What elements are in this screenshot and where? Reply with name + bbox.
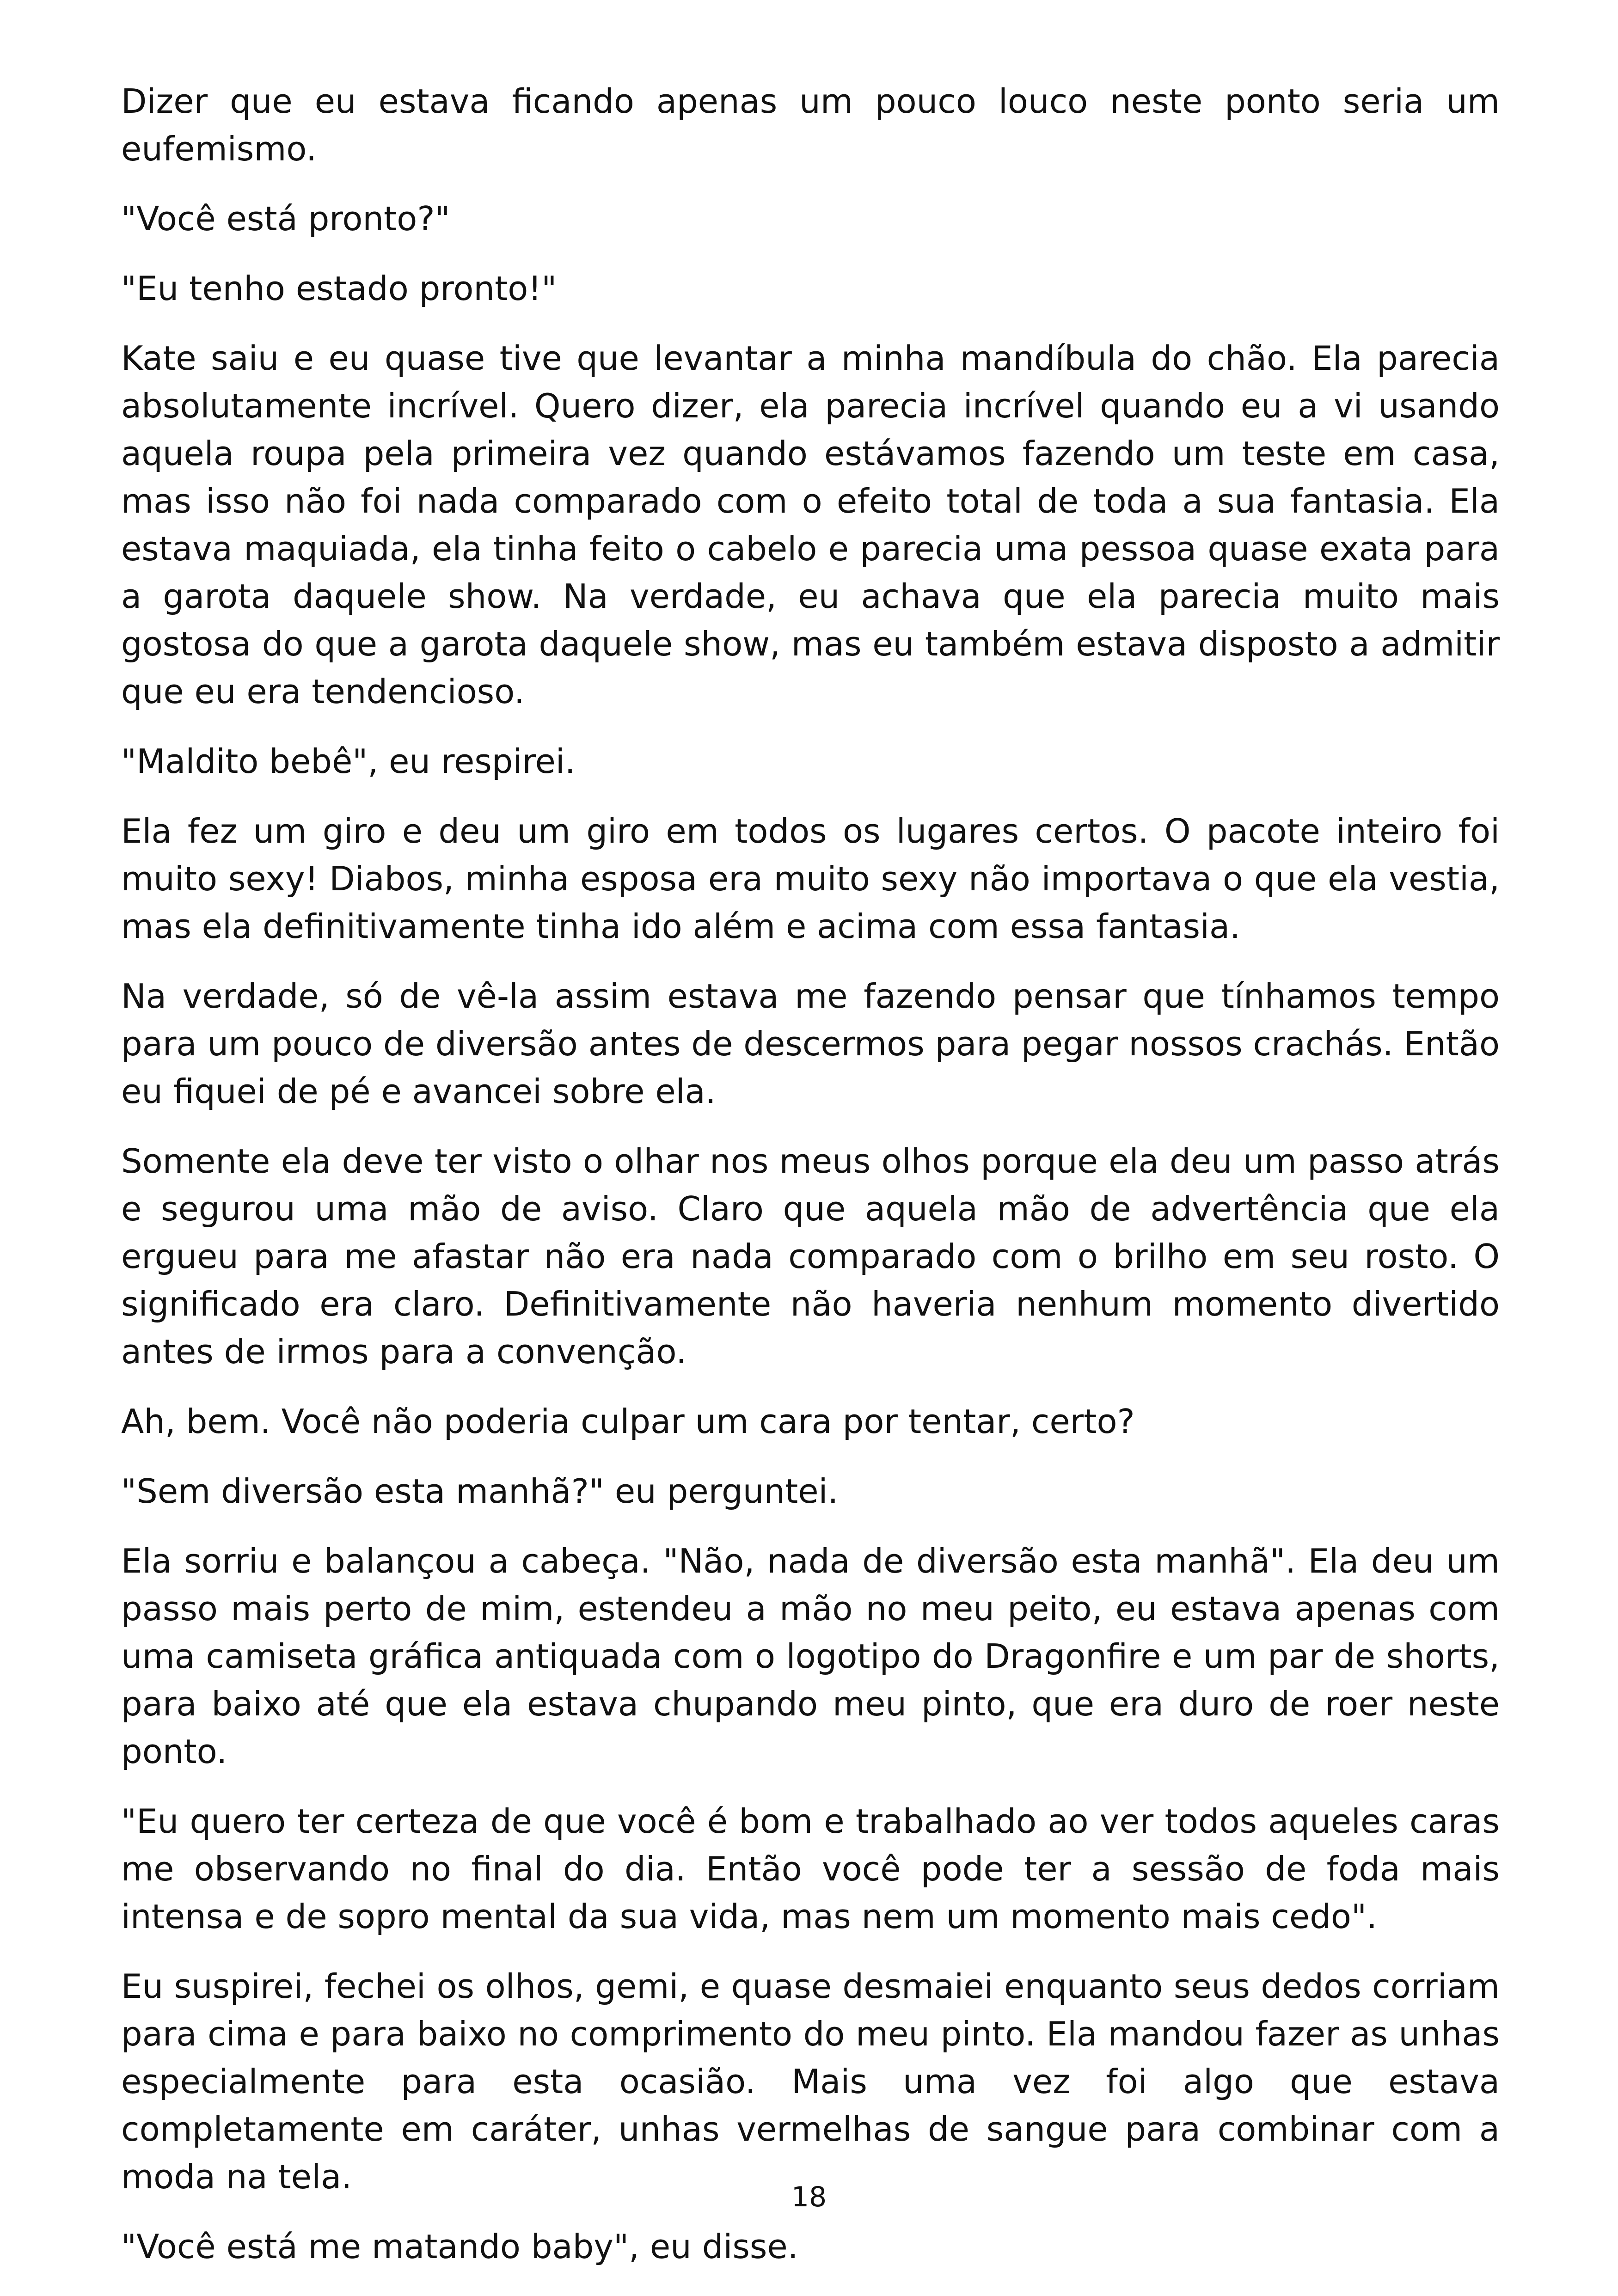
paragraph: "Você está me matando baby", eu disse. — [121, 2227, 798, 2266]
paragraph: Na verdade, só de vê-la assim estava me fazendo pensar que tínhamos tempo para um pouco de diversão antes de descermos para pegar nossos crachás. Então eu fiquei de pé e avancei sobre ela. — [121, 977, 1500, 1111]
paragraph: Eu suspirei, fechei os olhos, gemi, e quase desmaiei enquanto seus dedos corriam para cima e para baixo no comprimento do meu pinto. Ela mandou fazer as unhas especialmente para esta ocasião. Mais uma vez foi algo que estava completamente em caráter, unhas vermelhas de sangue para combinar com a moda na tela. — [121, 1967, 1500, 2196]
paragraph: "Eu quero ter certeza de que você é bom e trabalhado ao ver todos aqueles caras me observando no final do dia. Então você pode ter a sessão de foda mais intensa e de sopro mental da sua vida, mas nem um momento mais cedo". — [121, 1802, 1500, 1936]
paragraph: "Sem diversão esta manhã?" eu perguntei. — [121, 1472, 839, 1511]
paragraph: "Eu tenho estado pronto!" — [121, 269, 557, 308]
paragraph: "Você está pronto?" — [121, 199, 450, 238]
paragraph: Kate saiu e eu quase tive que levantar a minha mandíbula do chão. Ela parecia absolutamente incrível. Quero dizer, ela parecia incrível quando eu a vi usando aquela roupa pela primeira vez quando estávamos fazendo um teste em casa, mas isso não foi nada comparado com o efeito total de toda a sua fantasia. Ela estava maquiada, ela tinha feito o cabelo e parecia uma pessoa quase exata para a garota daquele show. Na verdade, eu achava que ela parecia muito mais gostosa do que a garota daquele show, mas eu também estava disposto a admitir que eu era tendencioso. — [121, 339, 1500, 711]
paragraph: Ah, bem. Você não poderia culpar um cara por tentar, certo? — [121, 1402, 1135, 1441]
paragraph: "Maldito bebê", eu respirei. — [121, 742, 576, 781]
paragraph: Dizer que eu estava ficando apenas um pouco louco neste ponto seria um eufemismo. — [121, 82, 1500, 168]
paragraph: Ela sorriu e balançou a cabeça. "Não, nada de diversão esta manhã". Ela deu um passo mais perto de mim, estendeu a mão no meu peito, eu estava apenas com uma camiseta gráfica antiquada com o logotipo do Dragonfire e um par de shorts, para baixo até que ela estava chupando meu pinto, que era duro de roer neste ponto. — [121, 1542, 1500, 1771]
paragraph: Somente ela deve ter visto o olhar nos meus olhos porque ela deu um passo atrás e segurou uma mão de aviso. Claro que aquela mão de advertência que ela ergueu para me afastar não era nada comparado com o brilho em seu rosto. O significado era claro. Definitivamente não haveria nenhum momento divertido antes de irmos para a convenção. — [121, 1142, 1500, 1371]
page-body — [121, 78, 1500, 2293]
page-number: 18 — [791, 2181, 827, 2213]
paragraph: Ela fez um giro e deu um giro em todos os lugares certos. O pacote inteiro foi muito sexy! Diabos, minha esposa era muito sexy não importava o que ela vestia, mas ela definitivamente tinha ido além e acima com essa fantasia. — [121, 812, 1500, 946]
